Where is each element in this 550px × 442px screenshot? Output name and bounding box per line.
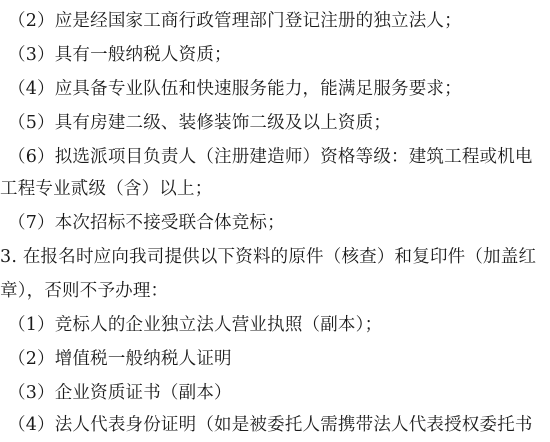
document-item-4: （4）法人代表身份证明（如是被委托人需携带法人代表授权委托书 <box>8 415 533 435</box>
requirement-4: （4）应具备专业队伍和快速服务能力，能满足服务要求； <box>8 79 462 99</box>
requirement-6-cont: 工程专业贰级（含）以上； <box>0 179 213 199</box>
document-item-2: （2）增值税一般纳税人证明 <box>8 349 232 369</box>
document-item-1: （1）竞标人的企业独立法人营业执照（副本）； <box>8 315 383 335</box>
requirement-6: （6）拟选派项目负责人（注册建造师）资格等级：建筑工程或机电 <box>8 147 533 167</box>
document-item-3: （3）企业资质证书（副本） <box>8 383 232 403</box>
requirement-3: （3）具有一般纳税人资质； <box>8 45 232 65</box>
requirement-2: （2）应是经国家工商行政管理部门登记注册的独立法人； <box>8 11 462 31</box>
section-3-heading-cont: 章），否则不予办理： <box>0 281 169 301</box>
section-3-heading: 3. 在报名时应向我司提供以下资料的原件（核查）和复印件（加盖红 <box>0 247 537 267</box>
requirement-7: （7）本次招标不接受联合体竞标； <box>8 213 285 233</box>
requirement-5: （5）具有房建二级、装修装饰二级及以上资质； <box>8 113 392 133</box>
